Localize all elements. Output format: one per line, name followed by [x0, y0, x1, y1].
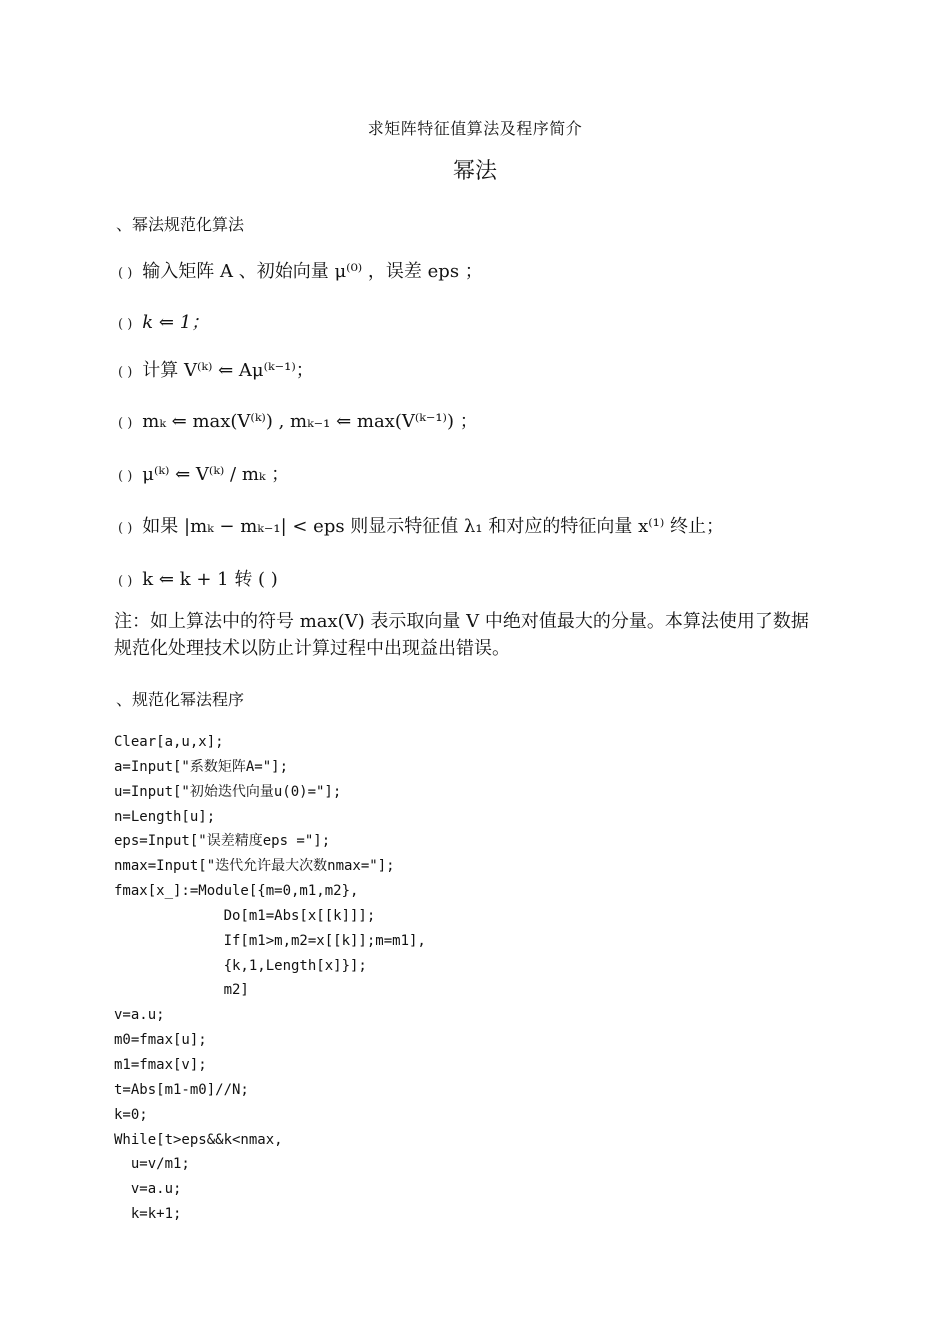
algorithm-step-3	[118, 356, 314, 382]
code-line: While[t>eps&&k<nmax,	[114, 1131, 283, 1148]
step-text: 如果 |mₖ − mₖ₋₁| < eps 则显示特征值 λ₁ 和对应的特征向量 x⁽¹⁾ 终止；	[142, 516, 725, 537]
code-line: If[m1>m,m2=x[[k]];m=m1],	[114, 932, 426, 949]
step-number: ( )	[118, 365, 133, 380]
code-line: k=k+1;	[114, 1206, 182, 1223]
step-number: ( )	[118, 574, 133, 589]
algorithm-note	[114, 608, 854, 662]
code-line: t=Abs[m1-m0]//N;	[114, 1081, 249, 1098]
code-line: m0=fmax[u];	[114, 1032, 207, 1049]
step-number: ( )	[118, 469, 133, 484]
document-title: 求矩阵特征值算法及程序简介	[367, 119, 583, 138]
section-heading-power-method: 幂法	[452, 159, 497, 184]
step-text: 输入矩阵 A 、初始向量 μ⁽⁰⁾ ，误差 eps ；	[142, 261, 483, 282]
algorithm-step-7	[118, 565, 278, 591]
algorithm-step-5	[118, 460, 289, 486]
code-line: v=a.u;	[114, 1007, 165, 1024]
step-number: ( )	[118, 521, 133, 536]
code-listing	[114, 730, 426, 1227]
code-line: nmax=Input["迭代允许最大次数nmax="];	[114, 858, 395, 875]
note-line-1: 注：如上算法中的符号 max(V) 表示取向量 V 中绝对值最大的分量。本算法使用了数据	[114, 611, 809, 632]
code-line: v=a.u;	[114, 1181, 182, 1198]
step-text: μ⁽ᵏ⁾ ⇐ V⁽ᵏ⁾ / mₖ ；	[142, 464, 290, 485]
code-line: {k,1,Length[x]}];	[114, 957, 367, 974]
code-line: Do[m1=Abs[x[[k]]];	[114, 907, 376, 924]
step-text: k ⇐ 1；	[142, 312, 210, 333]
code-line: fmax[x_]:=Module[{m=0,m1,m2},	[114, 883, 359, 900]
code-line: Clear[a,u,x];	[114, 734, 224, 750]
step-number: ( )	[118, 266, 133, 281]
step-text: 计算 V⁽ᵏ⁾ ⇐ Aμ⁽ᵏ⁻¹⁾；	[142, 360, 314, 381]
code-line: n=Length[u];	[114, 808, 216, 825]
algorithm-step-4	[118, 407, 478, 433]
step-number: ( )	[118, 317, 133, 332]
code-line: u=v/m1;	[114, 1156, 190, 1173]
code-line: k=0;	[114, 1106, 148, 1123]
algorithm-step-6	[118, 512, 724, 538]
code-line: a=Input["系数矩阵A="];	[114, 758, 289, 775]
note-line-2: 规范化处理技术以防止计算过程中出现益出错误。	[114, 638, 510, 659]
algorithm-step-2	[118, 308, 209, 334]
step-number: ( )	[118, 416, 133, 431]
algorithm-step-1	[118, 257, 483, 283]
step-text: mₖ ⇐ max(V⁽ᵏ⁾) , mₖ₋₁ ⇐ max(V⁽ᵏ⁻¹⁾) ；	[142, 411, 478, 432]
code-line: eps=Input["误差精度eps ="];	[114, 833, 331, 850]
code-line: u=Input["初始迭代向量u(0)="];	[114, 783, 342, 800]
code-line: m1=fmax[v];	[114, 1056, 207, 1073]
code-line: m2]	[114, 982, 249, 999]
subsection-algorithm: 、幂法规范化算法	[116, 215, 245, 234]
step-text: k ⇐ k + 1 转 ( )	[142, 569, 278, 590]
subsection-program: 、规范化幂法程序	[116, 690, 245, 709]
